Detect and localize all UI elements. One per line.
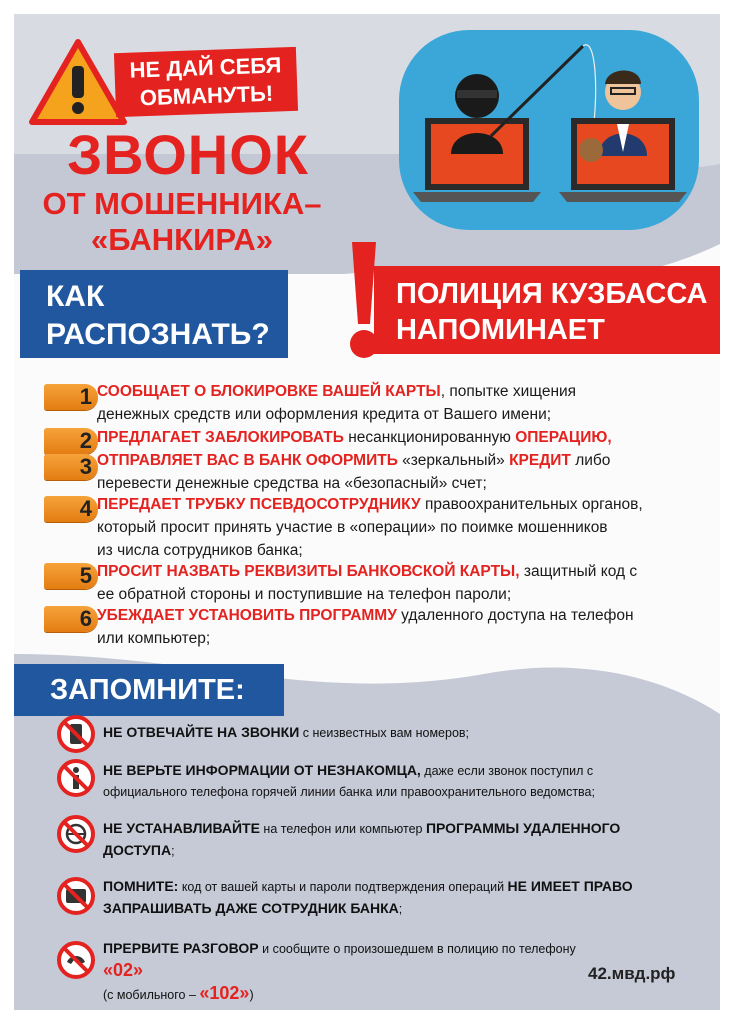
title-sub xyxy=(22,186,342,258)
number-badge-2: 2 xyxy=(44,428,98,454)
how-line-2: РАСПОЗНАТЬ? xyxy=(46,318,270,351)
remember-item-3: НЕ УСТАНАВЛИВАЙТЕ на телефон или компьютер ПРОГРАММЫ УДАЛЕННОГО ДОСТУПА; xyxy=(103,820,621,858)
no-card-icon xyxy=(56,876,96,916)
number-badge-1: 1 xyxy=(44,384,98,410)
warning-triangle-icon xyxy=(28,38,128,128)
remember-item-2: НЕ ВЕРЬТЕ ИНФОРМАЦИИ ОТ НЕЗНАКОМЦА, даже если звонок поступил с официального телефона горячей линии банка или правоохранительного ведомства; xyxy=(103,762,595,799)
police-line-2: НАПОМИНАЕТ xyxy=(396,314,605,346)
list-item-4: ПЕРЕДАЕТ ТРУБКУ ПСЕВДОСОТРУДНИКУ правоохранительных органов, который просит принять участие в «операции» по поимке мошенников из числа сотрудников банка; xyxy=(97,496,643,559)
fraud-illustration xyxy=(395,26,711,236)
how-to-recognize-banner xyxy=(20,270,288,358)
list-item-6: УБЕЖДАЕТ УСТАНОВИТЬ ПРОГРАММУ удаленного доступа на телефон или компьютер; xyxy=(97,607,634,647)
remember-item-5: ПРЕРВИТЕ РАЗГОВОР и сообщите о произошедшем в полицию по телефону «02» (с мобильного – «102») xyxy=(103,940,576,1003)
how-line-1: КАК xyxy=(46,280,105,313)
website-link[interactable]: 42.мвд.рф xyxy=(588,964,676,983)
number-badge-3: 3 xyxy=(44,454,98,480)
badge-line-2: ОБМАНУТЬ! xyxy=(139,80,274,111)
title-main: ЗВОНОК xyxy=(67,123,309,186)
badge-line-1: НЕ ДАЙ СЕБЯ xyxy=(129,52,282,83)
remember-item-1: НЕ ОТВЕЧАЙТЕ НА ЗВОНКИ с неизвестных вам номеров; xyxy=(103,724,470,740)
no-internet-icon xyxy=(56,814,96,854)
hang-up-icon xyxy=(56,940,96,980)
number-badge-5: 5 xyxy=(44,563,98,589)
title-sub-line-1: ОТ МОШЕННИКА– xyxy=(42,186,322,221)
list-item-1: СООБЩАЕТ О БЛОКИРОВКЕ ВАШЕЙ КАРТЫ, попытке хищения денежных средств или оформления кредита от Вашего имени; xyxy=(97,383,577,423)
police-line-1: ПОЛИЦИЯ КУЗБАССА xyxy=(396,278,708,310)
no-phone-icon xyxy=(56,714,96,754)
list-item-2: ПРЕДЛАГАЕТ ЗАБЛОКИРОВАТЬ несанкционированную ОПЕРАЦИЮ, xyxy=(97,429,612,446)
police-reminds-banner xyxy=(374,266,720,354)
warning-badge xyxy=(114,47,298,117)
number-badge-6: 6 xyxy=(44,606,98,632)
remember-item-4: ПОМНИТЕ: код от вашей карты и пароли подтверждения операций НЕ ИМЕЕТ ПРАВО ЗАПРАШИВАТЬ ДАЖЕ СОТРУДНИК БАНКА; xyxy=(103,878,633,916)
list-item-3: ОТПРАВЛЯЕТ ВАС В БАНК ОФОРМИТЬ «зеркальный» КРЕДИТ либо перевести денежные средства на «безопасный» счет; xyxy=(97,452,611,492)
list-item-5: ПРОСИТ НАЗВАТЬ РЕКВИЗИТЫ БАНКОВСКОЙ КАРТЫ, защитный код с ее обратной стороны и поступившие на телефон пароли; xyxy=(97,563,638,603)
number-badge-4: 4 xyxy=(44,496,98,522)
title-sub-line-2: «БАНКИРА» xyxy=(91,222,273,257)
no-info-icon xyxy=(56,758,96,798)
remember-banner: ЗАПОМНИТЕ: xyxy=(14,664,284,716)
